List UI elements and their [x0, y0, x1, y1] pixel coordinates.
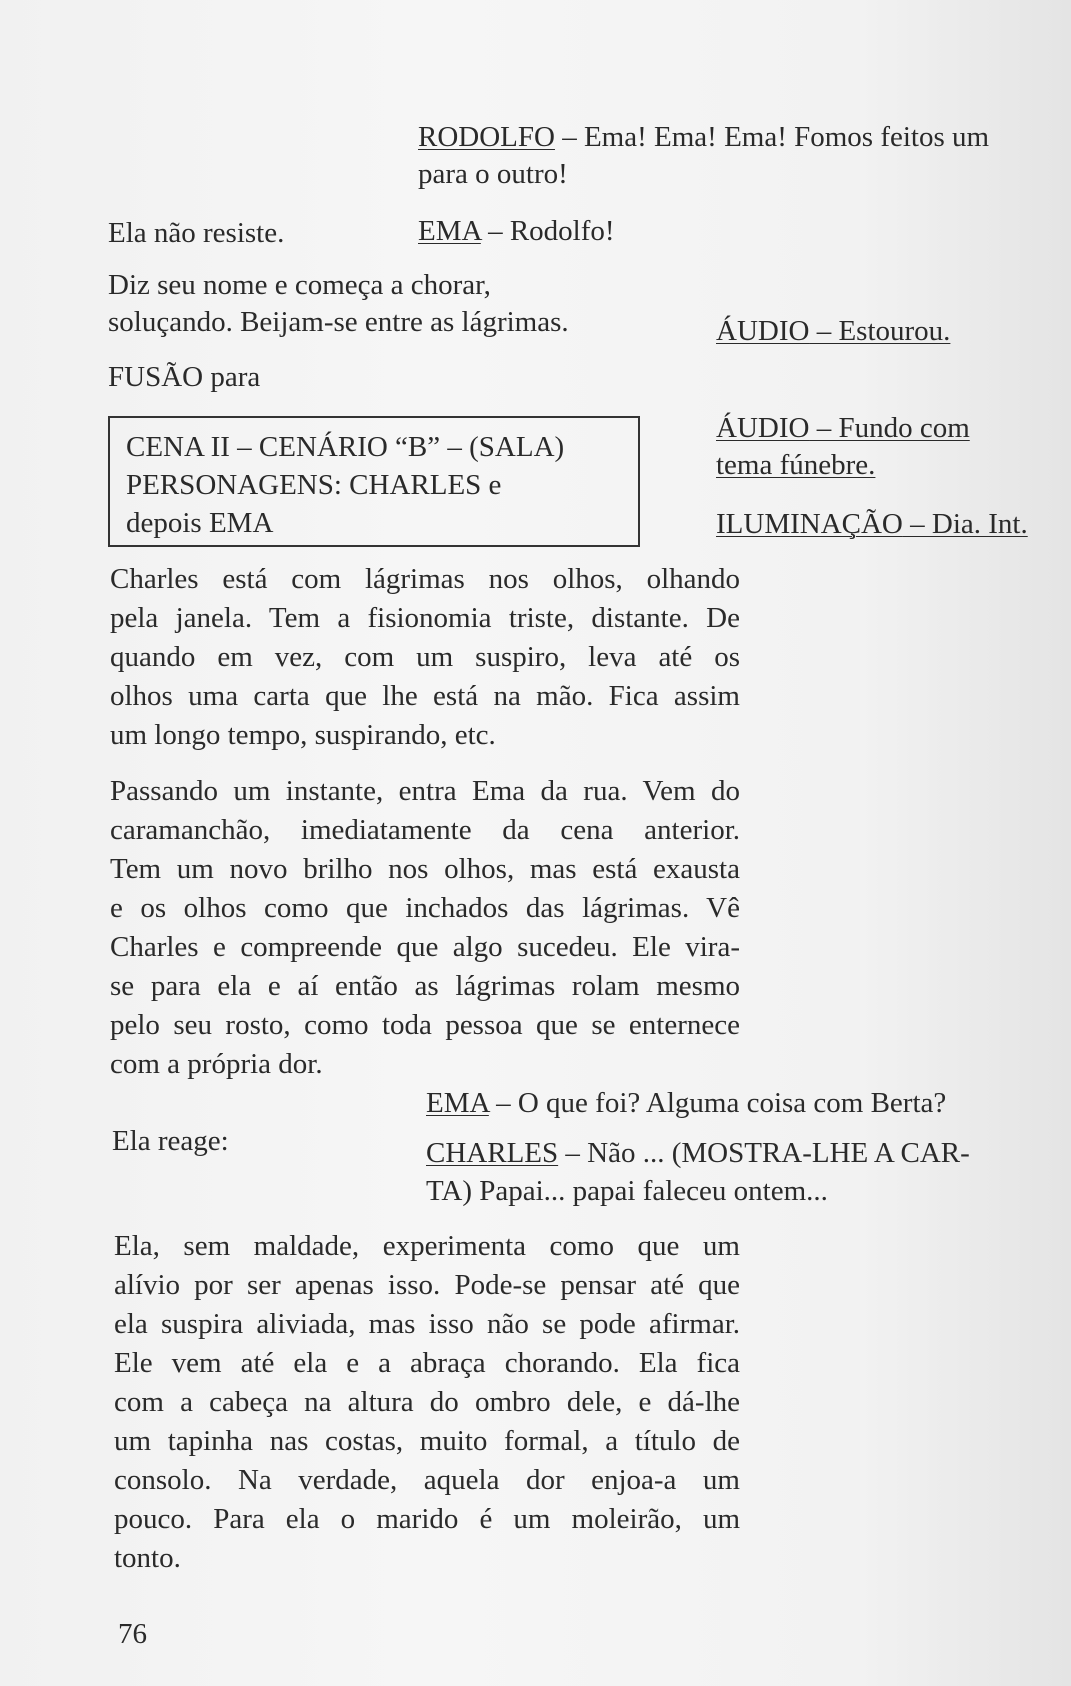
scene-characters: PERSONAGENS: CHARLES e — [126, 469, 502, 501]
audio-text-2: – Fundo com — [809, 412, 970, 444]
paragraph-charles-window — [110, 560, 740, 755]
paragraph-line: quando em vez, com um suspiro, leva até os — [110, 641, 740, 673]
paragraph-line: ela suspira aliviada, mas isso não se pode afirmar. — [114, 1308, 740, 1340]
audio-text-1: – Estourou. — [809, 315, 951, 347]
paragraph-line: caramanchão, imediatamente da cena anterior. — [110, 814, 740, 846]
stage-direction-line2: soluçando. Beijam-se entre as lágrimas. — [108, 306, 569, 338]
paragraph-line: Passando um instante, entra Ema da rua. Vem do — [110, 775, 740, 807]
rodolfo-dialogue-line1 — [418, 118, 989, 156]
paragraph-line: um longo tempo, suspirando, etc. — [110, 719, 496, 751]
ema-dialogue-line — [418, 212, 615, 250]
paragraph-line: Ele vem até ela e a abraça chorando. Ela fica — [114, 1347, 740, 1379]
paragraph-line: pouco. Para ela o marido é um moleirão, um — [114, 1503, 740, 1535]
paragraph-ema-relief — [114, 1227, 740, 1578]
scene-title: CENA II – CENÁRIO “B” – (SALA) — [126, 431, 565, 463]
stage-direction-reage: Ela reage: — [112, 1125, 229, 1157]
audio-label-2: ÁUDIO — [716, 412, 810, 444]
lighting-text: – Dia. Int. — [902, 508, 1028, 540]
scene-header-box — [108, 416, 640, 547]
paragraph-line: se para ela e aí então as lágrimas rolam mesmo — [110, 970, 740, 1002]
paragraph-line: pela janela. Tem a fisionomia triste, distante. De — [110, 602, 740, 634]
ema-question-line — [426, 1084, 946, 1122]
page-number: 76 — [118, 1618, 147, 1650]
paragraph-line: Tem um novo brilho nos olhos, mas está exausta — [110, 853, 740, 885]
ema-speech: – Rodolfo! — [480, 215, 615, 247]
paragraph-line: consolo. Na verdade, aquela dor enjoa-a um — [114, 1464, 740, 1496]
paragraph-line: Charles e compreende que algo sucedeu. Ele vira- — [110, 931, 740, 963]
audio-cue-2-cont — [716, 446, 875, 484]
fusao-transition: FUSÃO para — [108, 361, 261, 393]
paragraph-line: e os olhos como que inchados das lágrimas. Vê — [110, 892, 740, 924]
paragraph-line: tonto. — [114, 1542, 181, 1574]
paragraph-ema-enters — [110, 772, 740, 1084]
speaker-ema: EMA — [418, 215, 481, 247]
speaker-rodolfo: RODOLFO — [418, 121, 555, 153]
ema-question: – O que foi? Alguma coisa com Berta? — [488, 1087, 947, 1119]
charles-dialogue-line1 — [426, 1134, 970, 1172]
paragraph-line: com a cabeça na altura do ombro dele, e dá-lhe — [114, 1386, 740, 1418]
stage-direction-line1: Diz seu nome e começa a chorar, — [108, 269, 491, 301]
paragraph-line: pelo seu rosto, como toda pessoa que se enternece — [110, 1009, 740, 1041]
paragraph-line: Ela, sem maldade, experimenta como que um — [114, 1230, 740, 1262]
paragraph-line: Charles está com lágrimas nos olhos, olhando — [110, 563, 740, 595]
paragraph-line: com a própria dor. — [110, 1048, 323, 1080]
speaker-ema-2: EMA — [426, 1087, 489, 1119]
lighting-label: ILUMINAÇÃO — [716, 508, 903, 540]
audio-cue-1 — [716, 312, 950, 350]
paragraph-line: um tapinha nas costas, muito formal, a título de — [114, 1425, 740, 1457]
charles-speech: – Não ... (MOSTRA-LHE A CAR- — [558, 1137, 970, 1169]
audio-label-1: ÁUDIO — [716, 315, 810, 347]
scene-characters-cont: depois EMA — [126, 507, 274, 539]
rodolfo-speech: – Ema! Ema! Ema! Fomos feitos um — [554, 121, 990, 153]
charles-dialogue-line2: TA) Papai... papai faleceu ontem... — [426, 1175, 828, 1207]
paragraph-line: alívio por ser apenas isso. Pode-se pensar até que — [114, 1269, 740, 1301]
audio-text-2-cont: tema fúnebre. — [716, 449, 876, 481]
audio-cue-2 — [716, 409, 970, 447]
lighting-cue — [716, 505, 1028, 543]
paragraph-line: olhos uma carta que lhe está na mão. Fica assim — [110, 680, 740, 712]
speaker-charles: CHARLES — [426, 1137, 559, 1169]
rodolfo-dialogue-line2: para o outro! — [418, 158, 568, 190]
stage-direction-resiste: Ela não resiste. — [108, 217, 285, 249]
